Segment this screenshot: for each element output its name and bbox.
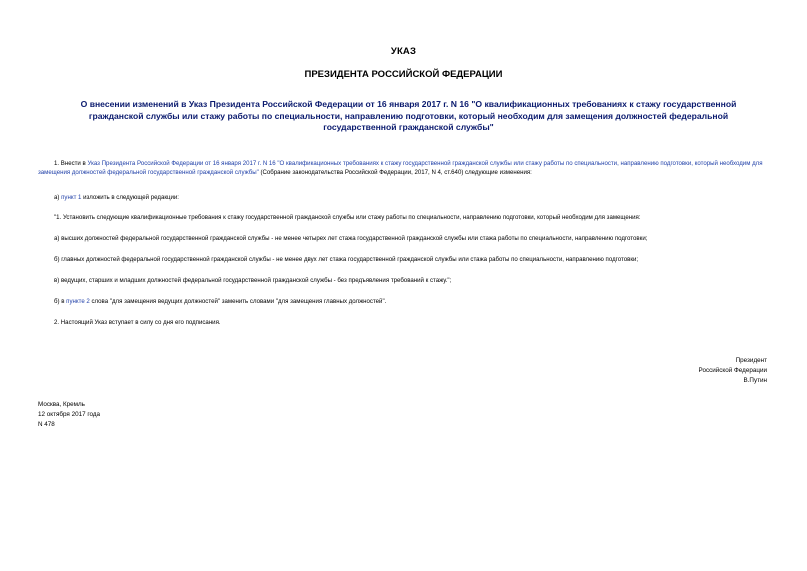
subparagraph-a-suffix: изложить в следующей редакции: (81, 194, 179, 201)
point-2-link[interactable]: пункте 2 (66, 298, 90, 305)
quoted-subpoint-a: а) высших должностей федеральной государственной гражданской службы - не менее четырех лет стажа государственной гражданской службы или стажа работы по специальности, направлению подготовки; (54, 235, 648, 242)
quoted-point-1: "1. Установить следующие квалификационные требования к стажу государственной гражданской службы или стажу работы по специальности, направлению подготовки, который необходим для замещения: (54, 214, 641, 221)
place-date-block (38, 400, 100, 430)
issuer-heading: ПРЕЗИДЕНТА РОССИЙСКОЙ ФЕДЕРАЦИИ (304, 69, 503, 80)
signature-title: Президент (735, 357, 767, 364)
document-number: N 478 (38, 421, 55, 428)
title-suffix: "О квалификационных требованиях к стажу государственной гражданской службы или стажу работы по специальности, направлению подготовки, который необходим для замещения должностей федеральной государственной гражданской службы" (88, 99, 737, 132)
subparagraph-b-prefix: б) в (54, 298, 67, 305)
title-prefix: О внесении изменений в (80, 99, 189, 109)
paragraph-1-decree-link[interactable]: Указ Президента Российской Федерации от 16 января 2017 г. N 16 "О квалификационных требованиях к стажу государственной гражданской службы или стажу работы по специальности, направлению подготовки, который необходим для замещения должностей федеральной государственной гражданской службы" (38, 160, 763, 176)
place: Москва, Кремль (38, 401, 85, 408)
subparagraph-b (54, 297, 771, 306)
quoted-subpoint-b: б) главных должностей федеральной государственной гражданской службы - не менее двух лет стажа государственной гражданской службы или стажа работы по специальности, направлению подготовки; (54, 256, 639, 263)
document-type-heading: УКАЗ (390, 46, 417, 57)
paragraph-1 (38, 159, 771, 177)
document-title (55, 99, 762, 134)
paragraph-1-suffix: (Собрание законодательства Российской Федерации, 2017, N 4, ст.640) следующие изменения: (258, 169, 532, 176)
title-decree-link[interactable]: Указ Президента Российской Федерации от 16 января 2017 г. N 16 (188, 99, 469, 109)
point-1-link[interactable]: пункт 1 (61, 194, 82, 201)
subparagraph-a (54, 193, 771, 202)
subparagraph-b-suffix: слова "для замещения ведущих должностей" заменить словами "для замещения главных должностей". (89, 298, 387, 305)
signature-block (699, 356, 767, 386)
paragraph-2: 2. Настоящий Указ вступает в силу со дня его подписания. (54, 319, 221, 326)
subparagraph-a-prefix: а) (54, 194, 62, 201)
signature-name: В.Путин (743, 377, 767, 384)
paragraph-1-prefix: 1. Внести в (54, 160, 88, 167)
date: 12 октября 2017 года (38, 411, 101, 418)
quoted-subpoint-v: в) ведущих, старших и младших должностей федеральной государственной гражданской службы - без предъявления требований к стажу."; (54, 277, 452, 284)
signature-country: Российской Федерации (698, 367, 767, 374)
